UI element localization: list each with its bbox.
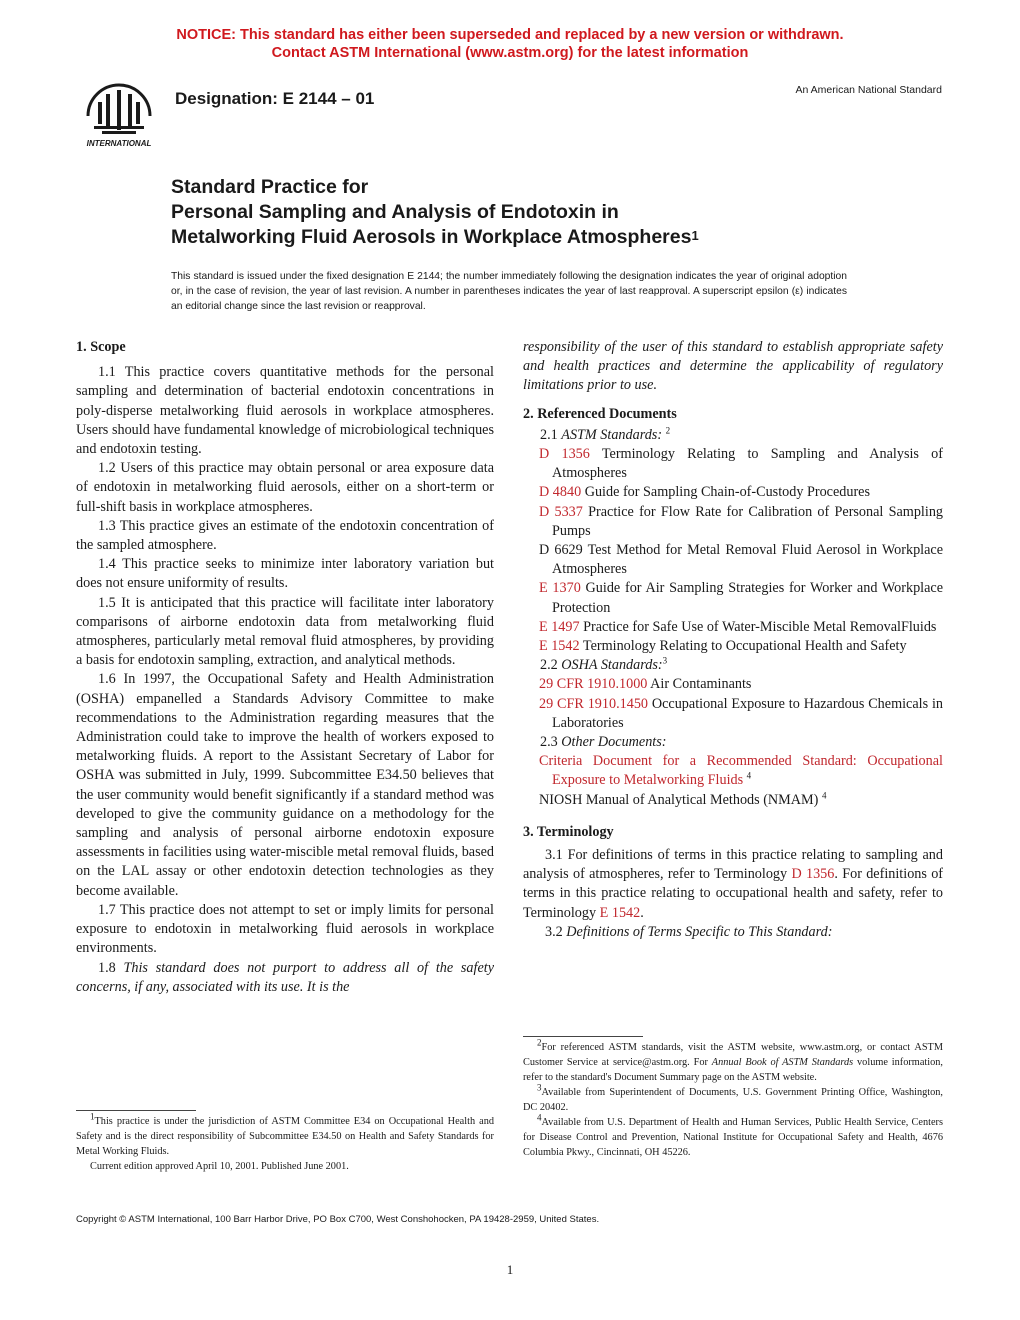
footnote-1-text: This practice is under the jurisdiction of ASTM Committee E34 on Occupational Health and Safety and is the direct responsibility of Subcommittee E34.50 on Health and Safety Standards for Metal Working Fluids. bbox=[76, 1116, 494, 1157]
paragraph-1-2: 1.2 Users of this practice may obtain personal or area exposure data of endotoxin in metalworking fluid aerosols, either on a short-term or full-shift basis in workplace atmospheres. bbox=[76, 460, 494, 515]
title-line-3: Metalworking Fluid Aerosols in Workplace Atmospheres bbox=[171, 226, 692, 248]
paragraph-1-6: 1.6 In 1997, the Occupational Safety and Health Administration (OSHA) empanelled a Standards Advisory Committee to make recommendations to the Administration regarding measures that the Administration could take to improve the health of workers exposed to metalworking fluids. A report to the Assistant Secretary of Labor for OSHA was submitted in July, 1999. Subcommittee E34.50 believes that the user community would benefit significantly if a standard method was developed to give the community guidance on a methodology for the sampling and analysis of personal airborne endotoxin exposure assessments in facilities using water-miscible metal removal fluids, based on the LAL assay or other endotoxin detection technologies as they become available. bbox=[76, 671, 494, 899]
designation: Designation: E 2144 – 01 bbox=[175, 89, 375, 108]
paragraph-3-1-text-b: . For definitions of terms in this practice relating to occupational health and safety, refer to Terminology bbox=[523, 866, 944, 921]
list-item bbox=[523, 579, 943, 617]
section-heading-terminology: 3. Terminology bbox=[523, 823, 614, 840]
osha-standards-footnote-mark: 3 bbox=[662, 655, 668, 666]
page-number: 1 bbox=[506, 1262, 514, 1277]
footnote-3-mark: 3 bbox=[537, 1082, 542, 1093]
right-column bbox=[523, 338, 943, 942]
paragraph-1-8-continued bbox=[523, 338, 943, 396]
footnote-4 bbox=[523, 1112, 943, 1160]
other-documents-number: 2.3 bbox=[540, 734, 558, 751]
reference-link[interactable]: Criteria Document for a Recommended Standard: Occupational Exposure to Metalworking Fluids bbox=[539, 753, 943, 789]
document-title bbox=[171, 175, 699, 250]
paragraph-1-1: 1.1 This practice covers quantitative methods for the personal sampling and determination of bacterial endotoxin concentrations in poly-disperse metalworking fluid aerosols in workplace atmospheres. Users should have fundamental knowledge of microbiological techniques and endotoxin testing. bbox=[76, 364, 494, 458]
list-item bbox=[523, 445, 943, 483]
reference-title: Occupational Exposure to Hazardous Chemicals in Laboratories bbox=[552, 695, 943, 731]
notice-line-2: Contact ASTM International (www.astm.org) for the latest information bbox=[271, 45, 749, 61]
reference-link[interactable]: E 1542 bbox=[539, 638, 580, 655]
footnote-mark: 4 bbox=[746, 770, 752, 781]
reference-link[interactable]: E 1370 bbox=[539, 580, 581, 597]
footnote-3-text: Available from Superintendent of Documents, U.S. Government Printing Office, Washington, DC 20402. bbox=[523, 1087, 943, 1113]
reference-title: NIOSH Manual of Analytical Methods (NMAM) bbox=[539, 791, 819, 808]
footnote-4-text: Available from U.S. Department of Health and Human Services, Public Health Service, Centers for Disease Control and Prevention, National Institute for Occupational Safety and Health, 4676 Columbia Pkwy., Cincinnati, OH 45226. bbox=[523, 1117, 943, 1158]
logo-subtext: INTERNATIONAL bbox=[86, 139, 152, 148]
paragraph-1-8 bbox=[76, 959, 494, 997]
footnote-2-italic: Annual Book of ASTM Standards bbox=[711, 1057, 854, 1068]
issuance-note: This standard is issued under the fixed designation E 2144; the number immediately following the designation indicates the year of original adoption or, in the case of revision, the year of last revision. A number in parentheses indicates the year of last reapproval. A superscript epsilon (ε) indicates an editorial change since the last revision or reapproval. bbox=[171, 271, 847, 312]
paragraph-1-7: 1.7 This practice does not attempt to set or imply limits for personal exposure to endotoxin in metalworking fluid aerosols in workplace environments. bbox=[76, 901, 494, 957]
footnote-1-approval: Current edition approved April 10, 2001. Published June 2001. bbox=[90, 1161, 349, 1172]
paragraph-1-8-continued-text: responsibility of the user of this standard to establish appropriate safety and health practices and determine the applicability of regulatory limitations prior to use. bbox=[523, 339, 943, 394]
astm-logo-icon bbox=[76, 76, 162, 150]
list-item bbox=[523, 675, 943, 694]
paragraph-3-2-italic: Definitions of Terms Specific to This Standard: bbox=[566, 923, 833, 940]
paragraph-3-2-number: 3.2 bbox=[545, 923, 563, 940]
paragraph-3-2 bbox=[523, 923, 943, 942]
section-heading-scope: 1. Scope bbox=[76, 339, 126, 355]
title-line-2: Personal Sampling and Analysis of Endotoxin in bbox=[171, 201, 619, 223]
footnote-mark: 4 bbox=[821, 789, 827, 800]
reference-code: D 6629 bbox=[539, 542, 583, 559]
reference-title: Guide for Sampling Chain-of-Custody Procedures bbox=[584, 484, 870, 501]
reference-link[interactable]: 29 CFR 1910.1000 bbox=[539, 676, 648, 693]
astm-standards-label bbox=[523, 426, 943, 445]
reference-link[interactable]: D 5337 bbox=[539, 503, 583, 520]
astm-standards-footnote-mark: 2 bbox=[665, 425, 671, 436]
paragraph-1-8-italic: This standard does not purport to address all of the safety concerns, if any, associated with its use. It is the bbox=[76, 959, 494, 995]
paragraph-1-3: 1.3 This practice gives an estimate of the endotoxin concentration of the sampled atmosphere. bbox=[76, 517, 494, 554]
astm-standards-list bbox=[523, 445, 943, 656]
reference-title: Test Method for Metal Removal Fluid Aerosol in Workplace Atmospheres bbox=[552, 542, 943, 578]
footnote-2-mark: 2 bbox=[537, 1037, 542, 1048]
footnote-3 bbox=[523, 1082, 943, 1115]
list-item bbox=[523, 541, 943, 579]
left-column bbox=[76, 338, 494, 997]
copyright-line: Copyright © ASTM International, 100 Barr Harbor Drive, PO Box C700, West Conshohocken, PA 19428-2959, United States. bbox=[76, 1214, 600, 1225]
footnote-2-text-b: volume information, refer to the standard's Document Summary page on the ASTM website. bbox=[523, 1057, 943, 1083]
reference-link[interactable]: D 1356 bbox=[539, 446, 590, 463]
reference-link[interactable]: D 4840 bbox=[539, 484, 582, 501]
reference-link[interactable]: E 1497 bbox=[539, 618, 580, 635]
reference-link[interactable]: E 1542 bbox=[599, 904, 641, 921]
reference-title: Terminology Relating to Occupational Health and Safety bbox=[582, 638, 907, 655]
paragraph-3-1 bbox=[523, 846, 943, 923]
osha-standards-title: OSHA Standards: bbox=[561, 657, 663, 674]
paragraph-1-4: 1.4 This practice seeks to minimize inter laboratory variation but does not ensure uniformity of results. bbox=[76, 556, 494, 592]
notice-line-1: NOTICE: This standard has either been superseded and replaced by a new version or withdrawn. bbox=[176, 27, 844, 43]
list-item bbox=[523, 752, 943, 790]
footnote-1-mark: 1 bbox=[90, 1111, 95, 1122]
footnote-1 bbox=[76, 1111, 494, 1159]
footnotes-right bbox=[523, 1036, 943, 1160]
other-documents-label bbox=[523, 733, 943, 752]
list-item bbox=[523, 695, 943, 733]
footnote-4-mark: 4 bbox=[537, 1112, 542, 1123]
list-item bbox=[523, 503, 943, 541]
reference-link[interactable]: 29 CFR 1910.1450 bbox=[539, 695, 649, 712]
section-heading-referenced-documents: 2. Referenced Documents bbox=[523, 405, 677, 422]
reference-title: Practice for Flow Rate for Calibration of Personal Sampling Pumps bbox=[552, 503, 944, 539]
reference-title: Practice for Safe Use of Water-Miscible Metal RemovalFluids bbox=[583, 618, 937, 635]
list-item bbox=[523, 483, 943, 502]
list-item bbox=[523, 618, 943, 637]
supersession-notice bbox=[0, 26, 1020, 62]
osha-standards-list bbox=[523, 675, 943, 733]
footnotes-left bbox=[76, 1110, 494, 1174]
paragraph-1-5: 1.5 It is anticipated that this practice will facilitate inter laboratory comparisons of airborne endotoxin data from metalworking fluid atmospheres, particularly metal removal fluid atmospheres, by providing a basis for endotoxin sampling, extraction, and analytical methods. bbox=[76, 594, 494, 669]
osha-standards-label bbox=[523, 656, 943, 675]
footnote-2-text-a: For referenced ASTM standards, visit the ASTM website, www.astm.org, or contact ASTM Customer Service at service@astm.org. For bbox=[523, 1042, 943, 1068]
list-item bbox=[523, 791, 943, 810]
paragraph-3-1-text-a: 3.1 For definitions of terms in this practice relating to sampling and analysis of atmospheres, refer to Terminology bbox=[523, 847, 943, 883]
osha-standards-number: 2.2 bbox=[540, 657, 558, 674]
astm-standards-title: ASTM Standards: bbox=[561, 426, 663, 443]
reference-title: Terminology Relating to Sampling and Analysis of Atmospheres bbox=[552, 446, 943, 482]
reference-link[interactable]: D 1356 bbox=[791, 866, 835, 883]
title-footnote-mark: 1 bbox=[691, 228, 699, 243]
reference-title: Guide for Air Sampling Strategies for Worker and Workplace Protection bbox=[552, 580, 943, 616]
list-item bbox=[523, 637, 943, 656]
american-national-standard-label: An American National Standard bbox=[795, 84, 942, 96]
reference-title: Air Contaminants bbox=[650, 676, 752, 693]
astm-standards-number: 2.1 bbox=[540, 426, 558, 443]
other-documents-title: Other Documents: bbox=[561, 734, 667, 751]
footnote-2 bbox=[523, 1037, 943, 1085]
paragraph-1-8-number: 1.8 bbox=[98, 959, 116, 976]
title-line-1: Standard Practice for bbox=[171, 176, 369, 198]
paragraph-3-1-text-c: . bbox=[640, 904, 644, 921]
